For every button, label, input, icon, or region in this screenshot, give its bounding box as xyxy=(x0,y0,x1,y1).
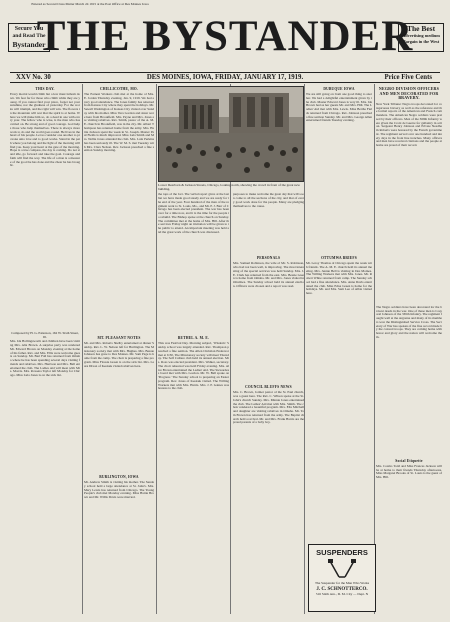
top-caption: Entered as Second Class Matter March 24 1915 at the Post Office at Des Moines Iowa xyxy=(31,2,149,6)
right-promo-box xyxy=(398,23,444,52)
column-5 xyxy=(306,84,372,614)
column-1 xyxy=(10,84,80,614)
article-body: Mrs. Ida Hollingsworth and children have been visiting Mrs. Alta Brown. A surprise party was rendered Mr. Edward Brown on Monday evening at the home of his father. Rev. and Mrs. Ellis were welcome guests on Sunday. Mr. Bert Fall has returned from Omaha where he has been spending several days visiting friends and relatives. Mrs. Harrison and Mrs. Bell entertained the club. The Ladies Aid will meet with Mrs. Morris. Mrs. Rowena Taylor left Monday for Chicago. Miss Lula Jones is on the sick list. xyxy=(10,340,80,378)
column-3 xyxy=(158,84,304,614)
column-6 xyxy=(376,84,442,614)
ad-title: SUSPENDERS xyxy=(316,548,368,557)
news-photo xyxy=(158,86,304,182)
article-byline: Composed by H. G. Patterson, 162 W. Sixth Street, Ill. xyxy=(11,331,79,339)
masthead: THE BYSTANDER xyxy=(36,13,414,60)
column-rule xyxy=(156,84,157,614)
column-2 xyxy=(84,84,154,614)
headline-mt-pleasant: MT. PLEASANT NOTES xyxy=(97,336,141,340)
ad-tagline: The Suspender for the Man Who Works xyxy=(314,581,370,585)
article-body: the tops of the fort. The verbal report gives at the last but we have made good steady and we are ready for the end of the year. Four hundred of the men of the regiment went to St. Louis, Mo., and Mr. P. J. Barr of Chicago has been elected president. The war has been over for a time now, and it is the time for the people to rebuild. The Bishop spoke at the church on Sunday. The committee met at the home of Mrs. Hill. After the services Friday night an invitation will be given to the public to attend. An important meeting was held and the great work of the church was discussed. xyxy=(158,193,229,234)
left-promo-line-1: Secure You xyxy=(14,26,44,32)
headline-council-bluffs: COUNCIL BLUFFS NEWS xyxy=(245,385,292,390)
article-body: The Negro soldiers have been decorated for the bravest deeds in the war. One of these men is Corporal Johnson of the 365th Infantry. The regiment fought well at the Argonne and many of its members won the Distinguished Service Cross. The Secretary of War has spoken of the fine record made by the colored troops. They are coming home with honor and glory and the nation will welcome them. xyxy=(376,305,442,339)
photo-caption: Lower Dearborn & Jackson Streets, Chicago, looking north, showing the crowd in front of the great new building. xyxy=(158,183,300,191)
article-body: The Earnest Workers club met at the home of Mrs. E. Jordan Thursday evening, Jan. 9, 1919. We had a very good attendance. The Jones family has returned from Kansas City where they spent the holidays. Mr. Sewell Washington of Kansas City visited over Sunday with his mother. Miss Vera Gordon and sister were here from Brookfield. Mrs. Payne and Mrs. Jones are visiting relatives. Rev. Smith, pastor of the A. M. E. church in Brookfield, was in the city. Mr. Albert Thompson has returned home from the army. Mrs. Hattie Jackson spent the week in St. Joseph. Master Paul Fields is much improved. Miss Lula Smith and Mrs. Nellie Jones attended the club. Mrs. Lula Perkins has been seriously ill. The W. M. S. met Tuesday with Mrs. Clara Nelson. Rev. Jackson preached a fine sermon Sunday morning. xyxy=(84,93,154,153)
left-promo-line-2: and Read The xyxy=(12,33,46,39)
article-body: Mr. Andrew Smith is visiting his mother. The Sunday school held a large attendance at St. John's. Mrs. Mary Lewis has returned from Chicago. The Young People's club met Monday evening. Miss Hattie Brown and Mr. Willis Davis were married. xyxy=(84,481,154,499)
price: Price Five Cents xyxy=(384,74,432,81)
column-rule xyxy=(304,84,305,614)
suspender-icon xyxy=(327,559,357,579)
headline-bethel: BETHEL A. M. E. xyxy=(177,336,210,341)
right-promo-line-2: Advertising medium xyxy=(402,33,440,38)
headline-burlington: BURLINGTON, IOWA xyxy=(99,475,139,479)
column-rule xyxy=(82,84,83,614)
article-body: Mrs. C. Brown, former pastor of the St. Paul church, was a guest here. The Rev. C. Wilson spoke at the St. John's church Sunday. Mrs. Minnie Jones entertained the club. The Ladies' Aid met with Mrs. Smith. The choir rendered a beautiful program. Mrs. Ella Mitchell and daughter are visiting relatives in Omaha. Mr. Tom Brown has returned from the army. The Baptist church held a revival. Mr. and Mrs. Frank Harris are the proud parents of a baby boy. xyxy=(233,391,304,425)
column-rule xyxy=(374,84,375,614)
article-body: purposes to make welcome the great day that will soon come to all the sections of the city, and that of every good work done for the people. Many are pledging themselves to the cause. xyxy=(233,193,304,208)
headline-social-etiquette: Social Etiquette xyxy=(395,458,423,463)
article-body: Every mortal would climb but a few must fathom down. We fear far for those who climb while they are young. If you cannot find your place, forget not your sunshine, nor the gladness of yesterday. For the works will triumph, and the right will win. The flowers in the mountain will rest that the spirit is at home. Where we will make him so, do a deed in one with every year. The fellow who is wise, is the man who has carried on. Be strong and of good courage. God helps those who help themselves. There is always more work to do and the world goes round. He lives in the heart of his people. Let us consider one another to provoke unto love and to good works. Stand in the path where you belong and the light of the morning will find you. Keep your heart at the gate of the morning. Hope is a true compass, the day is coming. Do not stand idle, go forward and take the goal. Courage and faith will find the way. The life of a man is a measure of the good he has done and the cheer he has brought. xyxy=(10,93,80,168)
article-body: This was Festival Day. Morning subject, 'Wisdom.' Sunday school was largely attended. Rev. Thompson preached a fine sermon. The Allen Christian Endeavor met at 6:30. The Missionary society will meet Thursday. The Self Culture club held its annual election. Mrs. Ross was elected president. Mrs. Walker, secretary. The choir rehearsal was held Friday evening. Mrs. Alice Brown entertained the Ladies' Aid. The Stewardess board met with Mrs. Gordon. Mr. W. Bell spoke on 'Progress.' The Sunday school is preparing an Easter program. Rev. Jones of Keokuk visited. The Willing Workers met with Mrs. Harris. Mrs. J. P. Gaines was hostess to the club. xyxy=(158,342,229,391)
headline-personals: PERSONALS xyxy=(256,256,281,261)
right-promo-line-1: The Best xyxy=(406,24,436,33)
headline-chillicothe: CHILLICOTHE, MO. xyxy=(99,87,139,91)
right-promo-line-3: Bargain in the West xyxy=(402,39,440,44)
article-body: Mr. and Mrs. Roberts Shelby entertained at dinner Sunday. Rev. L. W. Nelson left for Burlington. The Missionary society met with Mrs. Hughes. Mrs. Bessie Johnson has gone to Des Moines. Mr. Sam Page is home from the camp. The choir is preparing a fine program. Miss Flossie Green is on the sick list. Mrs. Laura Dixon of Keokuk visited relatives here. xyxy=(84,342,154,368)
left-promo-line-3: Bystander xyxy=(12,40,46,49)
article-body: Mr. Leroy Thomas of Chicago spent the week with friends. The A. M. E. church held its annual meeting. Mrs. Jennie Bell is visiting in Des Moines. The Willing Workers met with Mrs. Jones. Mr. Robert White returned from camp. The Sunday school had a fine attendance. Mrs. Anna Davis entertained the club. Miss Edna Green is home for the holidays. Mr. and Mrs. Sam Lee of Albia visited here. xyxy=(306,262,372,295)
volume-number: XXV No. 30 xyxy=(16,74,51,81)
article-body: Mrs. Cosmo Todd and Miss Frances Jackson will be at home to their friends Thursday afternoons. Miss Margaret Brooks of St. Louis is the guest of Mrs. Hill. xyxy=(376,464,442,480)
headline-this-day: THIS DAY. xyxy=(35,87,55,91)
article-body: New York Tribune: Negro troops decorated for conspicuous bravery as well as the reference and the formal reports of the American and French commanders. The American Negro soldiers were praised by their officers. Men of the 369th Infantry were given the Croix de Guerre for gallantry in action. Sergeant Henry Johnson and Private Needham Roberts were honored by the French government. The regiment served over one hundred and ninety days in the front line trenches. Many officers and men have received citations and the people at home are proud of their record. xyxy=(376,102,442,148)
ad-address: 516 Sixth Ave., D. M. City — Dept. N xyxy=(315,592,369,596)
headline-dubuque: DUBUQUE IOWA xyxy=(323,87,355,91)
suspenders-ad xyxy=(308,544,376,612)
headline-ottumwa: OTTUMWA BRIEFS xyxy=(321,256,357,260)
ad-company: J. C. SCHNOTTERCO. xyxy=(316,587,368,592)
article-body: Mrs. Samuel Robinson, the wife of Mr. S. Robinson, who had not been well, is improving. The most interesting of the special services was held Sunday. Mrs. J. E. Clark has returned from the east. Mrs. Bessie Green is home from Omaha. Mr. and Mrs. Jones visited in Ottumwa. The Sunday school held its annual election. Officers were chosen and a report was read. xyxy=(233,262,304,288)
dateline xyxy=(10,72,440,83)
headline-negro-division: NEGRO DIVISION OFFICERS AND MEN DECORATED FOR BRAVERY. xyxy=(378,86,440,101)
place-and-date: DES MOINES, IOWA, FRIDAY, JANUARY 17, 1919. xyxy=(146,74,304,81)
article-body: We are still going on from one good thing to another. We had a delightful entertainment given by the club. Master Edward Jones is very ill. Mrs. Ida Brown had as her guests Mr. and Mrs. Hill. The Ladies' Aid met with Mrs. Lewis. Miss Bertha Fields returned from Chicago. Rev. Johnson preached a fine sermon Sunday. Mr. and Mrs. George Allen entertained friends Tuesday evening. xyxy=(306,93,372,123)
